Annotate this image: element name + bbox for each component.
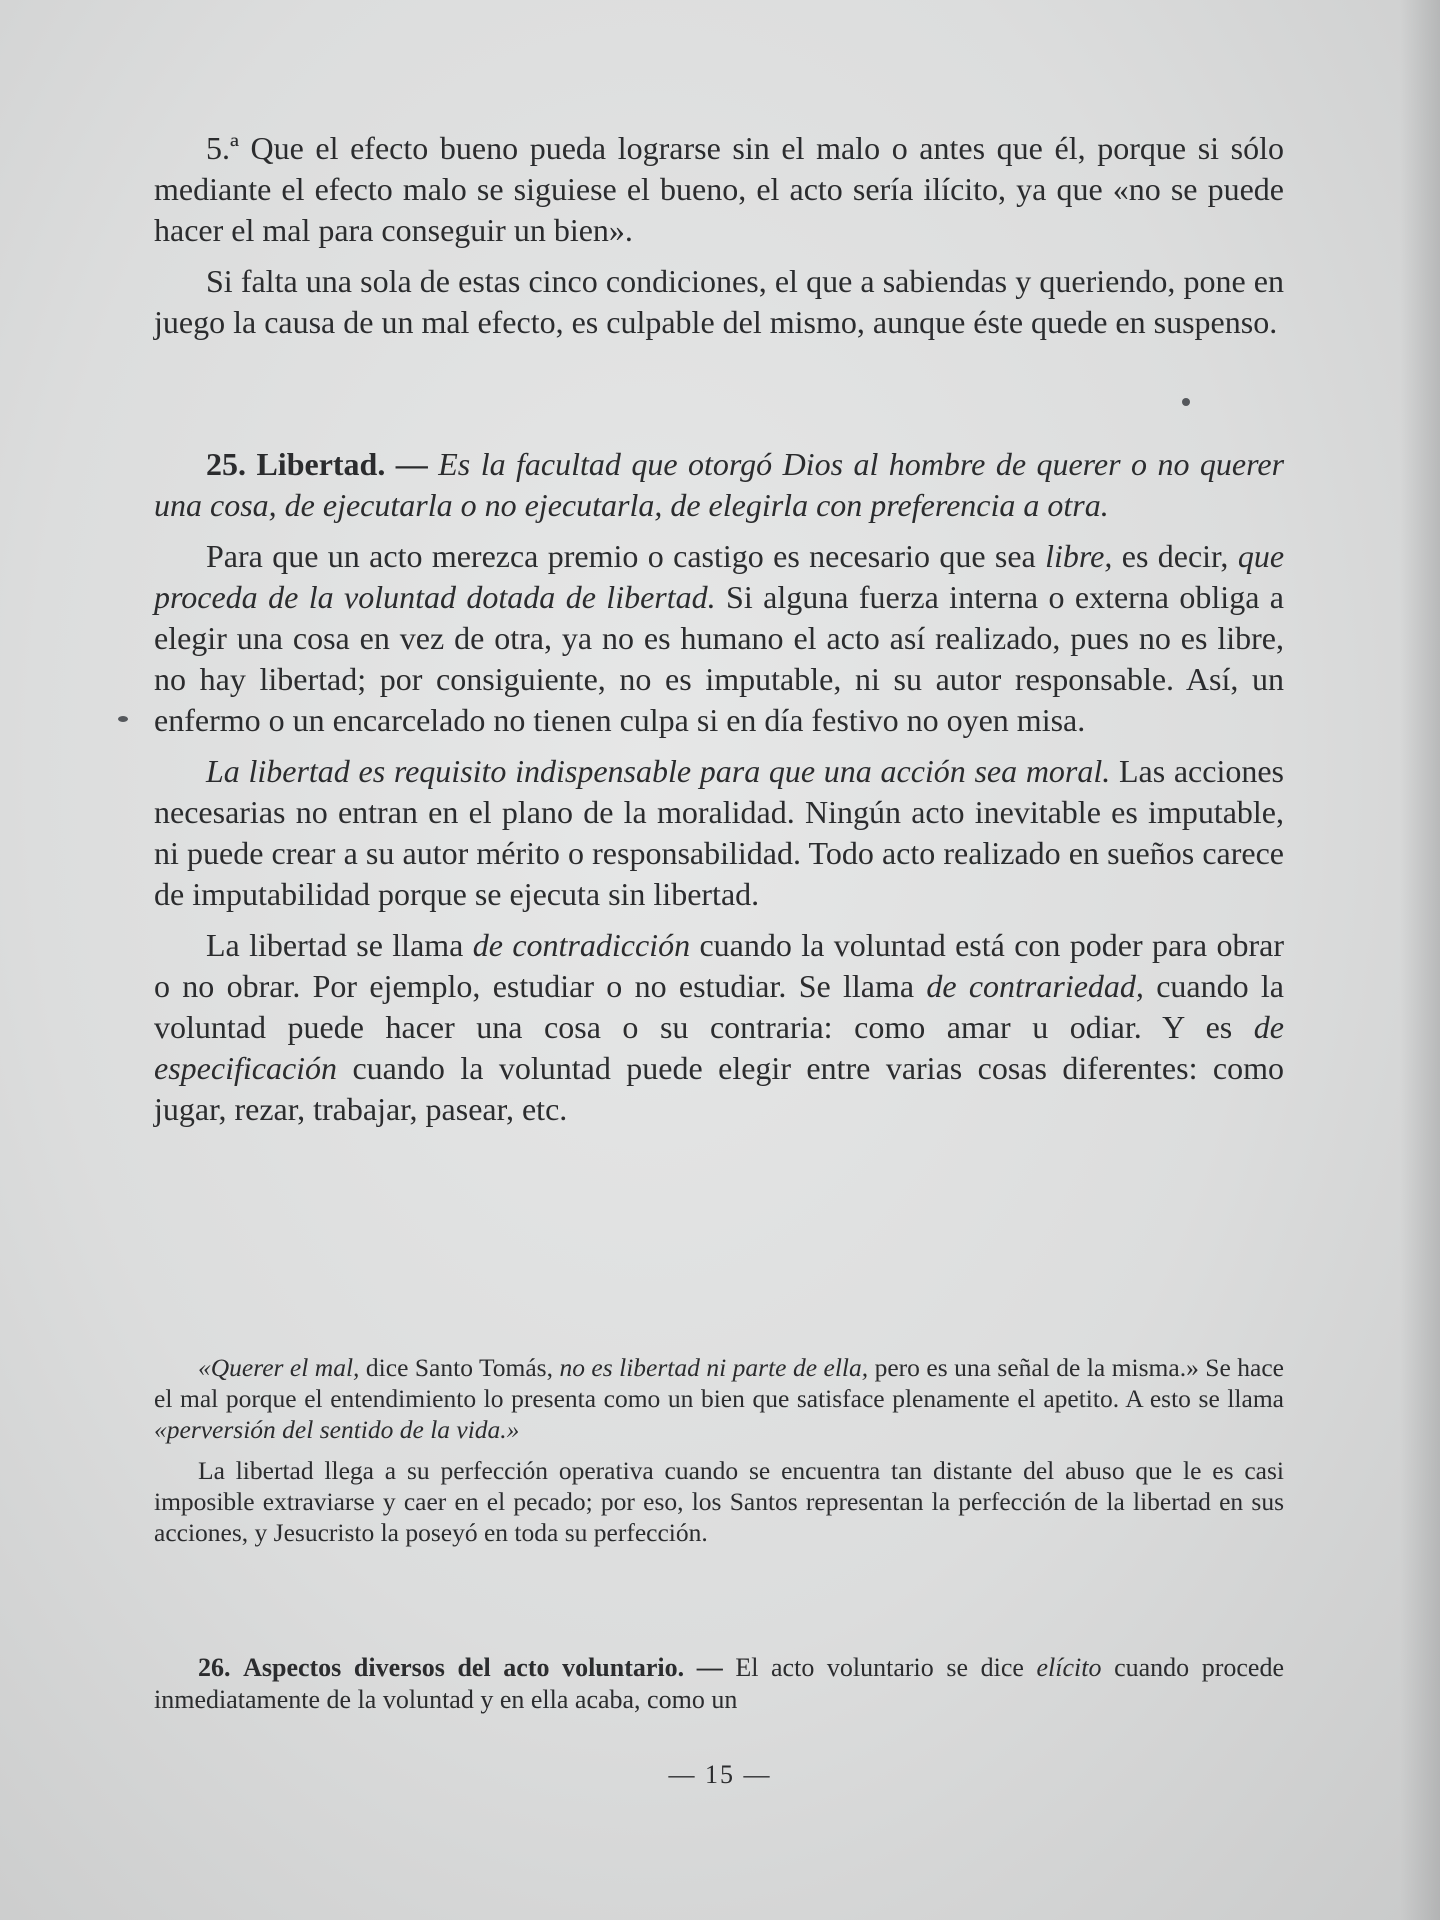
- premio-text-2: es decir,: [1112, 538, 1238, 574]
- tipos-paragraph: [154, 925, 1284, 1130]
- section-26-paragraph: [154, 1652, 1284, 1716]
- tomas-emphasis-1: «Querer el mal,: [198, 1353, 360, 1382]
- perfeccion-note: La libertad llega a su perfección operativa cuando se encuentra tan distante del abuso que le es casi imposible extraviarse y caer en el pecado; por eso, los Santos representan la perfección de la libertad en sus acciones, y Jesucristo la poseyó en toda su perfección.: [154, 1456, 1284, 1547]
- section-26-text-1: El acto voluntario se dice: [722, 1653, 1037, 1682]
- tipos-text-4: cuando la voluntad puede elegir entre varias cosas diferentes: como jugar, rezar, trabajar, pasear, etc.: [154, 1050, 1284, 1127]
- ink-spot: [118, 716, 128, 722]
- premio-emphasis-2: que proceda de la voluntad dotada de libertad.: [154, 538, 1285, 615]
- ink-spot: [1182, 398, 1190, 406]
- section-25-heading-paragraph: [154, 444, 1284, 526]
- tomas-emphasis-2: no es libertad ni parte de ella,: [559, 1353, 869, 1382]
- premio-paragraph: [154, 536, 1284, 741]
- conditions-paragraph: Si falta una sola de estas cinco condiciones, el que a sabiendas y queriendo, pone en juego la causa de un mal efecto, es culpable del mismo, aunque éste quede en suspenso.: [154, 263, 1284, 340]
- section-definition: Es la facultad que otorgó Dios al hombre de querer o no querer una cosa, de ejecutarla o no ejecutarla, de elegirla con preferencia a otra.: [154, 446, 1285, 523]
- section-26-number: 26.: [198, 1653, 231, 1682]
- section-26: [154, 1652, 1284, 1716]
- requisito-emphasis: La libertad es requisito indispensable para que una acción sea moral.: [206, 753, 1111, 789]
- tipos-text-2: cuando la voluntad está con poder para obrar o no obrar. Por ejemplo, estudiar o no estudiar. Se llama: [154, 927, 1285, 1004]
- section-number: 25.: [206, 446, 246, 482]
- tomas-note: [154, 1352, 1284, 1445]
- notes-block: [154, 1352, 1284, 1548]
- tomas-emphasis-3: «perversión del sentido de la vida.»: [154, 1415, 520, 1444]
- premio-text-1: Para que un acto merezca premio o castigo es necesario que sea: [206, 538, 1046, 574]
- tipos-emphasis-2: de contrariedad,: [926, 968, 1144, 1004]
- section-25: [154, 444, 1284, 1130]
- condition-number: 5.ª: [206, 130, 239, 166]
- section-26-text-2: cuando procede inmediatamente de la voluntad y en ella acaba, como un: [154, 1653, 1285, 1714]
- section-5: [154, 128, 1284, 343]
- section-26-title: Aspectos diversos del acto voluntario. —: [243, 1653, 723, 1682]
- page-edge-shadow: [1400, 0, 1440, 1920]
- premio-emphasis-1: libre,: [1045, 538, 1113, 574]
- tomas-text-2: pero es una señal de la misma.» Se hace el mal porque el entendimiento lo presenta como un bien que satisface plenamente el apetito. A esto se llama: [154, 1353, 1284, 1413]
- requisito-text: Las acciones necesarias no entran en el plano de la moralidad. Ningún acto inevitable es imputable, ni puede crear a su autor mérito o responsabilidad. Todo acto realizado en sueños carece de imputabilidad porque se ejecuta sin libertad.: [154, 753, 1285, 912]
- requisito-paragraph: [154, 751, 1284, 915]
- tipos-emphasis-1: de contradicción: [472, 927, 691, 963]
- condition-text: Que el efecto bueno pueda lograrse sin el malo o antes que él, porque si sólo mediante el efecto malo se siguiese el bueno, el acto sería ilícito, ya que «no se puede hacer el mal para conseguir un bien».: [154, 130, 1285, 248]
- tipos-text-1: La libertad se llama: [206, 927, 473, 963]
- section-title: Libertad. —: [256, 446, 428, 482]
- page-number: — 15 —: [668, 1760, 772, 1789]
- condition-5-paragraph: [154, 128, 1284, 251]
- premio-text-3: Si alguna fuerza interna o externa obliga a elegir una cosa en vez de otra, ya no es humano el acto así realizado, pues no es libre, no hay libertad; por consiguiente, no es imputable, ni su autor responsable. Así, un enfermo o un encarcelado no tienen culpa si en día festivo no oyen misa.: [154, 579, 1285, 738]
- tipos-emphasis-3: de especificación: [154, 1009, 1284, 1086]
- tomas-text-1: dice Santo Tomás,: [359, 1353, 560, 1382]
- tipos-text-3: cuando la voluntad puede hacer una cosa o su contraria: como amar u odiar. Y es: [154, 968, 1285, 1045]
- section-26-emphasis: elícito: [1036, 1653, 1102, 1682]
